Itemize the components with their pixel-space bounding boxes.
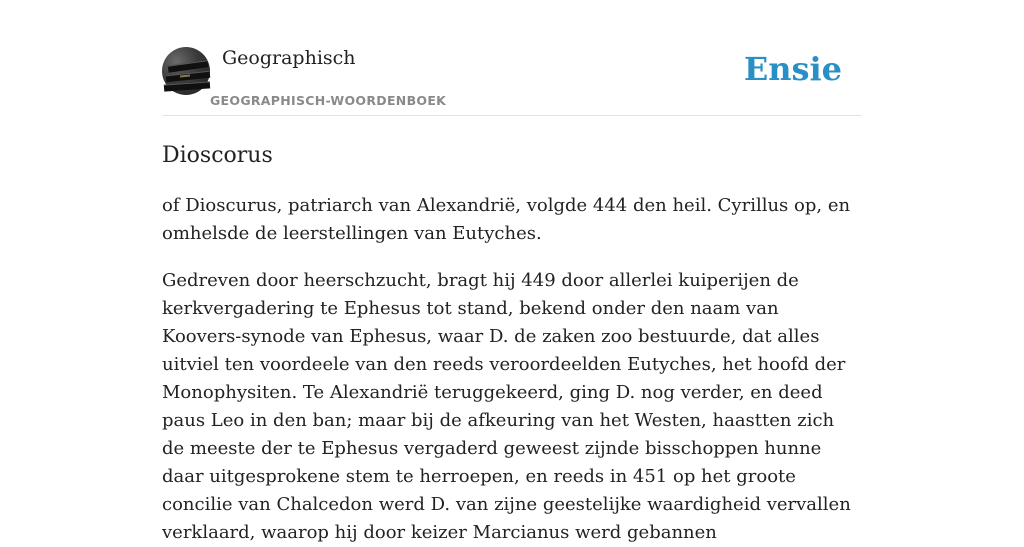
header: [162, 0, 862, 116]
article-title: Dioscorus: [162, 143, 273, 168]
brand-logo[interactable]: Ensie: [743, 50, 842, 88]
site-subtitle[interactable]: GEOGRAPHISCH-WOORDENBOEK: [210, 93, 447, 108]
article-paragraph-2: Gedreven door heerschzucht, bragt hij 449 door allerlei kuiperijen de kerkvergadering te Ephesus tot stand, bekend onder den naam van Koovers-synode van Ephesus, waar D. de zaken zoo bestuurde, dat alles uitviel ten voordeele van den reeds veroordeelden Eutyches, het hoofd der Monophysiten. Te Alexandrië teruggekeerd, ging D. nog verder, en deed paus Leo in den ban; maar bij de afkeuring van het Westen, haastten zich de meeste der te Ephesus vergaderd geweest zijnde bisschoppen hunne daar uitgesprokene stem te herroepen, en reeds in 451 op het groote concilie van Chalcedon werd D. van zijne geestelijke waardigheid vervallen verklaard, waarop hij door keizer Marcianus werd gebannen: [162, 270, 851, 543]
site-title[interactable]: Geographisch: [222, 47, 356, 69]
article-paragraph-1: of Dioscurus, patriarch van Alexandrië, volgde 444 den heil. Cyrillus op, en omhelsde de leerstellingen van Eutyches.: [162, 195, 851, 244]
content-container: [162, 0, 862, 543]
books-avatar-icon[interactable]: [162, 47, 210, 95]
